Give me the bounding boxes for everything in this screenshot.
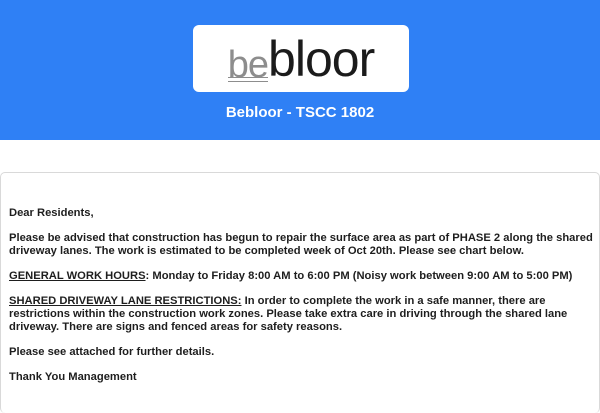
work-hours-paragraph: [9, 270, 597, 283]
logo-card: [193, 25, 409, 92]
work-hours-label: GENERAL WORK HOURS: [9, 270, 146, 282]
logo-be-text: be: [227, 43, 269, 86]
logo-bloor-text: bloor: [268, 30, 375, 87]
header-title: Bebloor - TSCC 1802: [225, 104, 375, 121]
work-hours-text: : Monday to Friday 8:00 AM to 6:00 PM (Noisy work between 9:00 AM to 5:00 PM): [145, 270, 573, 282]
restrictions-paragraph: [9, 295, 597, 334]
restrictions-text: In order to complete the work in a safe manner, there are restrictions within the construction work zones. Please take extra care in driving through the shared lane driveway. There are signs and fenced areas for safety reasons.: [9, 295, 568, 333]
intro-paragraph: Please be advised that construction has begun to repair the surface area as part of PHASE 2 along the shared driveway lanes. The work is estimated to be completed week of Oct 20th. Please see chart below.: [9, 232, 593, 257]
restrictions-label: SHARED DRIVEWAY LANE RESTRICTIONS:: [9, 295, 242, 307]
bebloor-logo: [227, 30, 375, 87]
greeting: Dear Residents,: [9, 207, 94, 219]
email-header: [0, 0, 600, 140]
signoff: Thank You Management: [9, 371, 137, 383]
details-paragraph: Please see attached for further details.: [9, 346, 215, 358]
message-body: [9, 207, 597, 396]
